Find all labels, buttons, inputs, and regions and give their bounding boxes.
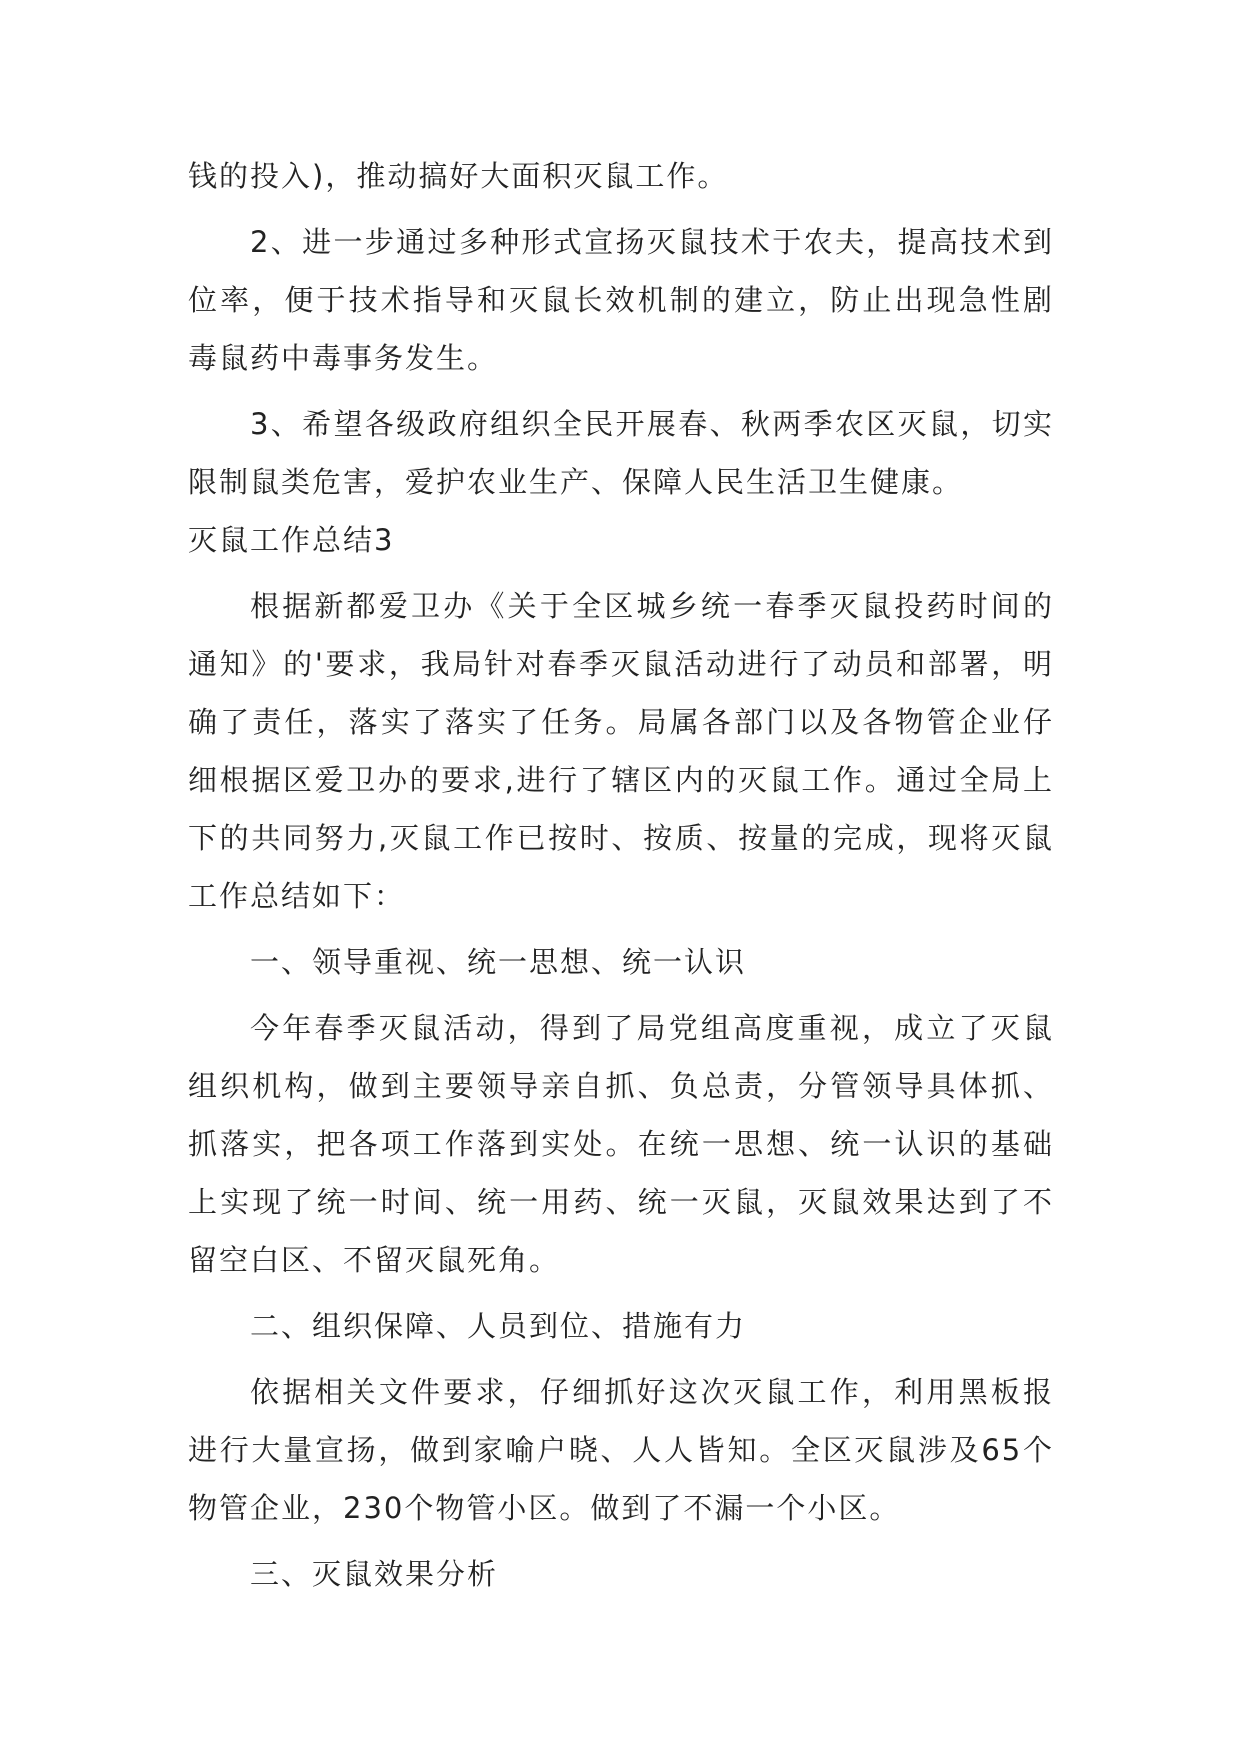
- paragraph-section-2: 依据相关文件要求，仔细抓好这次灭鼠工作，利用黑板报进行大量宣扬，做到家喻户晓、人人皆知。全区灭鼠涉及65个物管企业，230个物管小区。做到了不漏一个小区。: [188, 1375, 1054, 1525]
- heading-2: 二、组织保障、人员到位、措施有力: [250, 1309, 747, 1343]
- paragraph-intro: 根据新都爱卫办《关于全区城乡统一春季灭鼠投药时间的通知》的'要求，我局针对春季灭鼠活动进行了动员和部署，明确了责任，落实了落实了任务。局属各部门以及各物管企业仔细根据区爱卫办的要求,进行了辖区内的灭鼠工作。通过全局上下的共同努力,灭鼠工作已按时、按质、按量的完成，现将灭鼠工作总结如下：: [188, 589, 1054, 913]
- section-title: 灭鼠工作总结3: [188, 523, 395, 557]
- heading-3: 三、灭鼠效果分析: [250, 1557, 499, 1591]
- paragraph-section-1: 今年春季灭鼠活动，得到了局党组高度重视，成立了灭鼠组织机构，做到主要领导亲自抓、负总责，分管领导具体抓、抓落实，把各项工作落到实处。在统一思想、统一认识的基础上实现了统一时间、统一用药、统一灭鼠，灭鼠效果达到了不留空白区、不留灭鼠死角。: [188, 1011, 1054, 1277]
- paragraph-continuation: 钱的投入)，推动搞好大面积灭鼠工作。: [188, 159, 729, 193]
- paragraph-item-2: 2、进一步通过多种形式宣扬灭鼠技术于农夫，提高技术到位率，便于技术指导和灭鼠长效机制的建立，防止出现急性剧毒鼠药中毒事务发生。: [188, 225, 1054, 375]
- document-body: [188, 147, 1054, 1603]
- heading-1: 一、领导重视、统一思想、统一认识: [250, 945, 747, 979]
- paragraph-item-3: 3、希望各级政府组织全民开展春、秋两季农区灭鼠，切实限制鼠类危害，爱护农业生产、保障人民生活卫生健康。: [188, 407, 1054, 499]
